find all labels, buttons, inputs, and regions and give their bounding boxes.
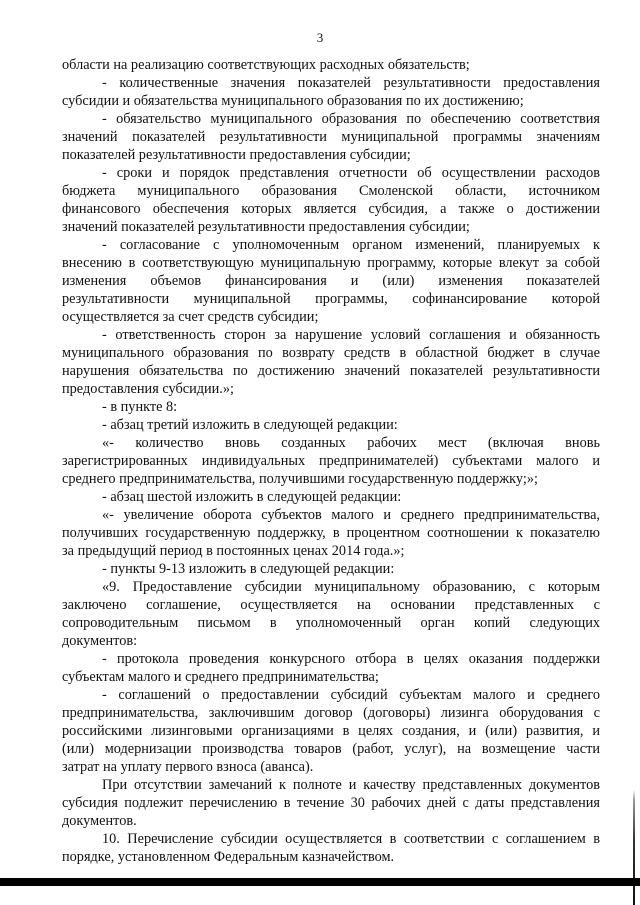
text-line: (или) модернизации производства товаров (работ, услуг), на возмещение части [62, 741, 600, 757]
text-line: заключено соглашение, осуществляется на основании представленных с [62, 597, 600, 613]
text-line: внесению в соответствующую муниципальную программу, которые влекут за собой [62, 255, 600, 271]
text-line: значений показателей результативности предоставления субсидии; [62, 219, 470, 235]
page-number: 3 [316, 30, 324, 45]
text-line: «9. Предоставление субсидии муниципальному образованию, с которым [102, 579, 600, 595]
text-line: «- увеличение оборота субъектов малого и среднего предпринимательства, [102, 507, 600, 523]
text-line: 10. Перечисление субсидии осуществляется в соответствии с соглашением в [102, 831, 600, 847]
text-line: финансового обеспечения которых является субсидия, а также о достижении [62, 201, 600, 217]
text-line: субъектам малого и среднего предпринимательства; [62, 669, 379, 685]
text-line: - обязательство муниципального образования по обеспечению соответствия [102, 111, 600, 127]
text-line: - протокола проведения конкурсного отбора в целях оказания поддержки [102, 651, 600, 667]
text-line: получивших государственную поддержку, в процентном соотношении к показателю [62, 525, 600, 541]
text-line: документов: [62, 633, 138, 649]
text-line: - согласование с уполномоченным органом изменений, планируемых к [102, 237, 600, 253]
text-line: субсидии и обязательства муниципального образования по их достижению; [62, 93, 524, 109]
text-line: среднего предпринимательства, получившими государственную поддержку;»; [62, 471, 538, 487]
text-line: нарушения обязательства по достижению значений показателей результативности [62, 363, 600, 379]
text-line: осуществляется за счет средств субсидии; [62, 309, 319, 325]
text-line: российскими лизинговыми организациями в целях создания, и (или) развития, и [62, 723, 600, 739]
text-line: документов. [62, 813, 137, 829]
text-line: - количественные значения показателей результативности предоставления [102, 75, 600, 91]
text-line: При отсутствии замечаний к полноте и качеству представленных документов [102, 777, 600, 793]
text-line: «- количество вновь созданных рабочих мест (включая вновь [102, 435, 600, 451]
document-body [62, 56, 600, 866]
text-line: сопроводительным письмом в уполномоченный орган копий следующих [62, 615, 600, 631]
text-line: - сроки и порядок представления отчетности об осуществлении расходов [102, 165, 600, 181]
scan-edge-shadow [633, 0, 635, 905]
text-line: бюджета муниципального образования Смоленской области, источником [62, 183, 600, 199]
text-line: субсидия подлежит перечислению в течение 30 рабочих дней с даты представления [62, 795, 600, 811]
text-line: - ответственность сторон за нарушение условий соглашения и обязанность [102, 327, 600, 343]
text-line: порядке, установленном Федеральным казначейством. [62, 849, 395, 865]
text-line: - в пункте 8: [102, 399, 178, 415]
text-line: зарегистрированных индивидуальных предпринимателей) субъектами малого и [62, 453, 600, 469]
text-line: предоставления субсидии.»; [62, 381, 235, 397]
text-line: области на реализацию соответствующих расходных обязательств; [62, 57, 470, 73]
text-line: - абзац шестой изложить в следующей редакции: [102, 489, 402, 505]
text-line: предпринимательства, заключившим договор (договоры) лизинга оборудования с [62, 705, 600, 721]
text-line: за предыдущий период в постоянных ценах 2014 года.»; [62, 543, 405, 559]
scan-bottom-band [0, 878, 640, 886]
text-line: изменения объемов финансирования и (или) изменения показателей [62, 273, 600, 289]
text-line: муниципального образования по возврату средств в областной бюджет в случае [62, 345, 600, 361]
text-line: результативности муниципальной программы, софинансирование которой [62, 291, 600, 307]
text-line: - пункты 9-13 изложить в следующей редакции: [102, 561, 395, 577]
text-line: затрат на уплату первого взноса (аванса). [62, 759, 314, 775]
text-line: показателей результативности предоставления субсидии; [62, 147, 411, 163]
text-line: значений показателей результативности муниципальной программы значениям [62, 129, 600, 145]
text-line: - абзац третий изложить в следующей редакции: [102, 417, 398, 433]
text-line: - соглашений о предоставлении субсидий субъектам малого и среднего [102, 687, 600, 703]
